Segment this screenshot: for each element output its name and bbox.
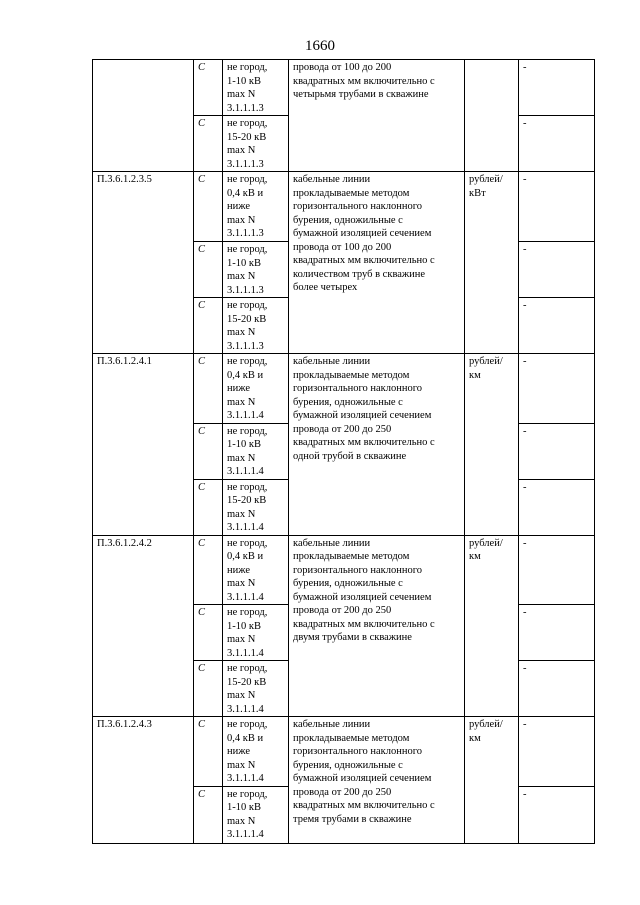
condition-cell: не город, 15-20 кВ max N 3.1.1.1.3 [223,298,289,354]
table-row [93,535,595,605]
table-row [93,717,595,787]
value-cell: - [519,661,595,717]
description-cell: провода от 100 до 200 квадратных мм включительно с четырьмя трубами в скважине [289,60,465,172]
description-cell: кабельные линии прокладываемые методом горизонтального наклонного бурения, одножильные с бумажной изоляцией сечением провода от 100 до 200 квадратных мм включительно с количеством труб в скважине более четырех [289,172,465,354]
category-letter: C [194,535,223,605]
category-letter: C [194,298,223,354]
category-letter: C [194,116,223,172]
condition-cell: не город, 0,4 кВ и ниже max N 3.1.1.1.4 [223,354,289,424]
value-cell: - [519,479,595,535]
tariff-table [92,59,595,844]
condition-cell: не город, 1-10 кВ max N 3.1.1.1.4 [223,605,289,661]
category-letter: C [194,661,223,717]
value-cell: - [519,242,595,298]
value-cell: - [519,172,595,242]
item-code-cell: П.3.6.1.2.4.2 [93,535,194,717]
unit-cell [465,60,519,172]
unit-cell: рублей/ кВт [465,172,519,354]
value-cell: - [519,717,595,787]
value-cell: - [519,423,595,479]
table-row [93,354,595,424]
condition-cell: не город, 1-10 кВ max N 3.1.1.1.4 [223,786,289,843]
unit-cell: рублей/ км [465,354,519,536]
condition-cell: не город, 0,4 кВ и ниже max N 3.1.1.1.4 [223,535,289,605]
value-cell: - [519,298,595,354]
page-number: 1660 [305,38,335,54]
value-cell: - [519,60,595,116]
value-cell: - [519,116,595,172]
table-row [93,60,595,116]
item-code-cell: П.3.6.1.2.3.5 [93,172,194,354]
condition-cell: не город, 1-10 кВ max N 3.1.1.1.3 [223,60,289,116]
value-cell: - [519,354,595,424]
category-letter: C [194,786,223,843]
description-cell: кабельные линии прокладываемые методом горизонтального наклонного бурения, одножильные с бумажной изоляцией сечением провода от 200 до 250 квадратных мм включительно с одной трубой в скважине [289,354,465,536]
table-row [93,172,595,242]
category-letter: C [194,605,223,661]
category-letter: C [194,242,223,298]
description-cell: кабельные линии прокладываемые методом горизонтального наклонного бурения, одножильные с бумажной изоляцией сечением провода от 200 до 250 квадратных мм включительно с тремя трубами в скважине [289,717,465,844]
category-letter: C [194,479,223,535]
category-letter: C [194,172,223,242]
condition-cell: не город, 15-20 кВ max N 3.1.1.1.4 [223,479,289,535]
item-code-cell: П.3.6.1.2.4.3 [93,717,194,844]
unit-cell: рублей/ км [465,717,519,844]
condition-cell: не город, 15-20 кВ max N 3.1.1.1.4 [223,661,289,717]
condition-cell: не город, 0,4 кВ и ниже max N 3.1.1.1.3 [223,172,289,242]
condition-cell: не город, 1-10 кВ max N 3.1.1.1.4 [223,423,289,479]
unit-cell: рублей/ км [465,535,519,717]
category-letter: C [194,354,223,424]
condition-cell: не город, 0,4 кВ и ниже max N 3.1.1.1.4 [223,717,289,787]
value-cell: - [519,535,595,605]
value-cell: - [519,786,595,843]
category-letter: C [194,60,223,116]
item-code-cell [93,60,194,172]
description-cell: кабельные линии прокладываемые методом горизонтального наклонного бурения, одножильные с бумажной изоляцией сечением провода от 200 до 250 квадратных мм включительно с двумя трубами в скважине [289,535,465,717]
condition-cell: не город, 1-10 кВ max N 3.1.1.1.3 [223,242,289,298]
category-letter: C [194,717,223,787]
condition-cell: не город, 15-20 кВ max N 3.1.1.1.3 [223,116,289,172]
value-cell: - [519,605,595,661]
category-letter: C [194,423,223,479]
item-code-cell: П.3.6.1.2.4.1 [93,354,194,536]
